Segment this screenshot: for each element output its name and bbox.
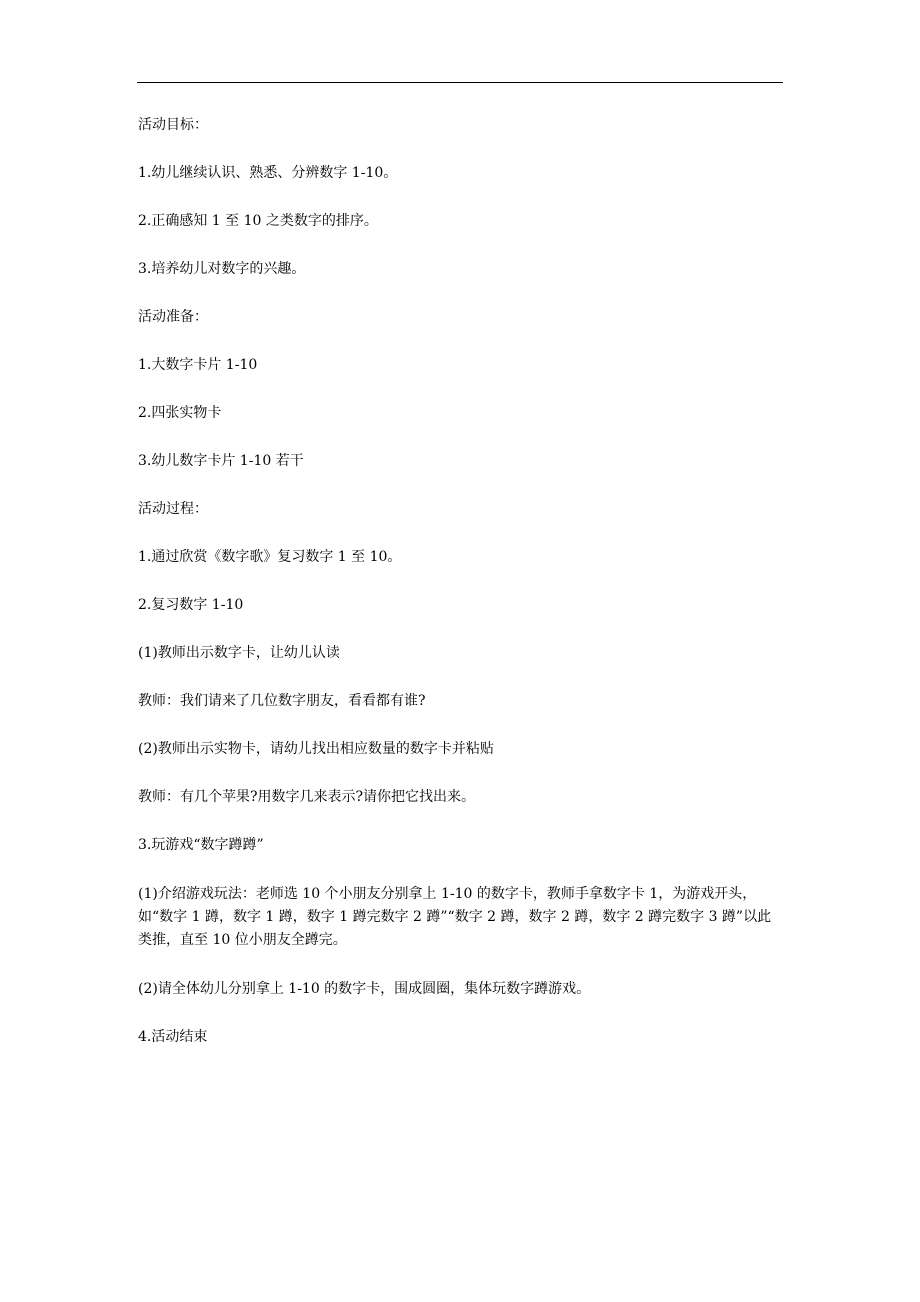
section-heading-process: 活动过程： bbox=[138, 501, 208, 517]
section-heading-preparation: 活动准备： bbox=[138, 309, 208, 325]
process-substep: (1)教师出示数字卡，让幼儿认读 bbox=[138, 645, 340, 661]
process-substep: (2)请全体幼儿分别拿上 1-10 的数字卡，围成圆圈，集体玩数字蹲游戏。 bbox=[138, 981, 591, 997]
process-substep: (2)教师出示实物卡，请幼儿找出相应数量的数字卡并粘贴 bbox=[138, 741, 494, 757]
teacher-dialogue: 教师：我们请来了几位数字朋友，看看都有谁? bbox=[138, 693, 426, 709]
process-substep: (1)介绍游戏玩法：老师选 10 个小朋友分别拿上 1-10 的数字卡，教师手拿数字卡 1，为游戏开头，如“数字 1 蹲，数字 1 蹲，数字 1 蹲完数字 2 蹲”“数字 2 蹲，数字 2 蹲，数字 2 蹲完数字 3 蹲”以此类推，直至 10 位小朋友全蹲完。 bbox=[138, 886, 772, 948]
preparation-item: 3.幼儿数字卡片 1-10 若干 bbox=[138, 453, 304, 469]
preparation-item: 1.大数字卡片 1-10 bbox=[138, 357, 258, 373]
teacher-dialogue: 教师：有几个苹果?用数字几来表示?请你把它找出来。 bbox=[138, 789, 476, 805]
process-step: 4.活动结束 bbox=[138, 1029, 208, 1045]
goal-item: 3.培养幼儿对数字的兴趣。 bbox=[138, 261, 306, 277]
process-step: 3.玩游戏“数字蹲蹲” bbox=[138, 837, 264, 853]
section-heading-goals: 活动目标： bbox=[138, 117, 208, 133]
preparation-item: 2.四张实物卡 bbox=[138, 405, 222, 421]
goal-item: 1.幼儿继续认识、熟悉、分辨数字 1-10。 bbox=[138, 165, 398, 181]
process-step: 1.通过欣赏《数字歌》复习数字 1 至 10。 bbox=[138, 549, 402, 565]
process-step: 2.复习数字 1-10 bbox=[138, 597, 244, 613]
header-rule bbox=[137, 82, 783, 83]
goal-item: 2.正确感知 1 至 10 之类数字的排序。 bbox=[138, 213, 378, 229]
